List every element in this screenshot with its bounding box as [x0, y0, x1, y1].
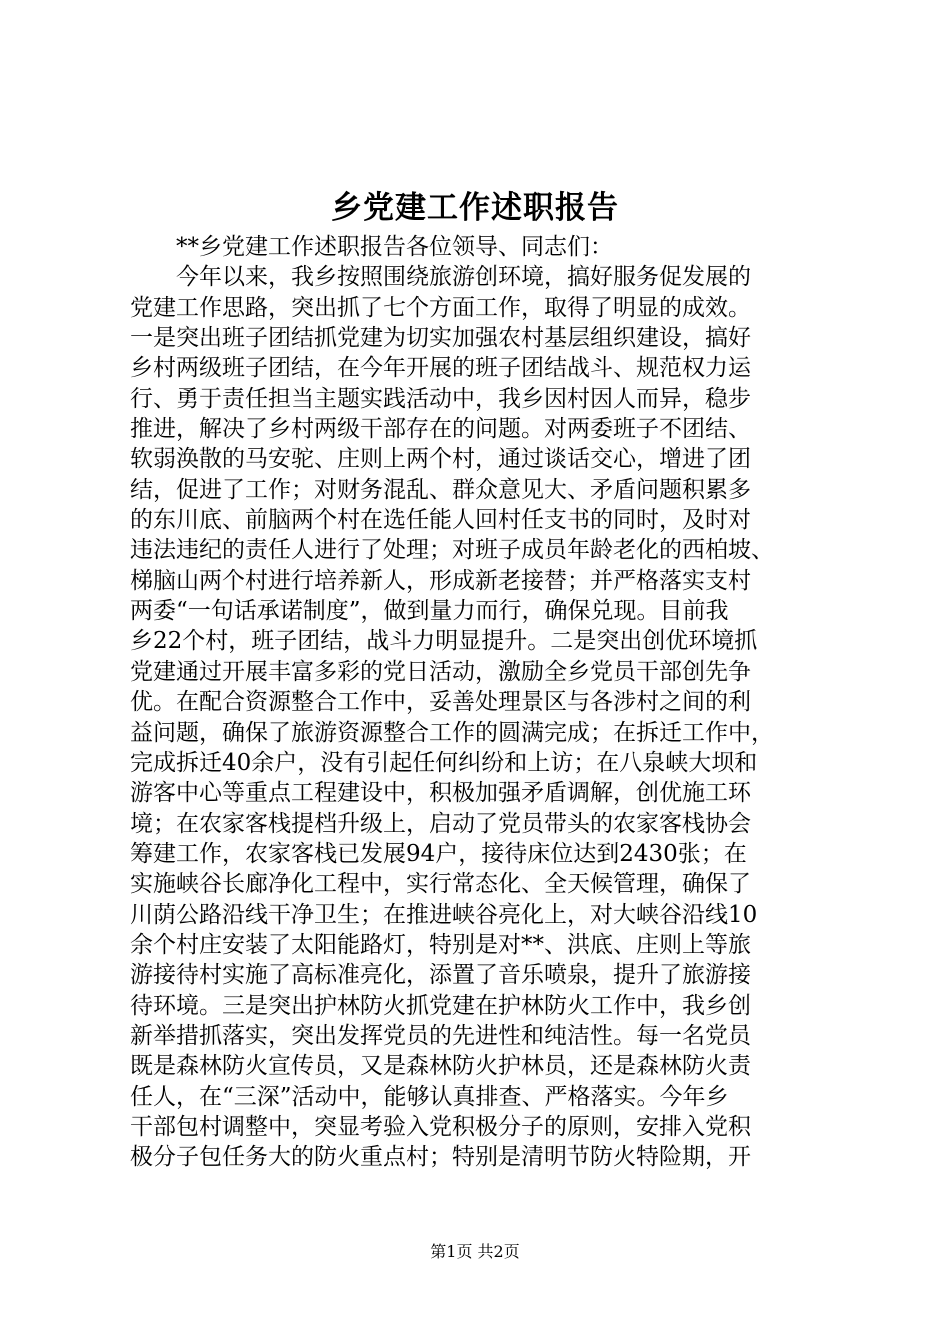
- body-line: 游接待村实施了高标准亮化，添置了音乐喷泉，提升了旅游接: [130, 962, 751, 989]
- body-line: 川荫公路沿线干净卫生；在推进峡谷亮化上，对大峡谷沿线10: [130, 901, 758, 928]
- body-line: 乡22个村，班子团结，战斗力明显提升。二是突出创优环境抓: [130, 628, 758, 655]
- body-line: 两委“一句话承诺制度”，做到量力而行，确保兑现。目前我: [130, 598, 729, 625]
- body-line: 筹建工作，农家客栈已发展94户，接待床位达到2430张；在: [130, 840, 747, 867]
- body-line: 新举措抓落实，突出发挥党员的先进性和纯洁性。每一名党员: [130, 1022, 751, 1049]
- body-line: 既是森林防火宣传员，又是森林防火护林员，还是森林防火责: [130, 1053, 751, 1080]
- body-line: 待环境。三是突出护林防火抓党建在护林防火工作中，我乡创: [130, 992, 751, 1019]
- body-line: 结，促进了工作；对财务混乱、群众意见大、矛盾问题积累多: [130, 476, 751, 503]
- body-line: 完成拆迁40余户，没有引起任何纠纷和上访；在八泉峡大坝和: [130, 749, 758, 776]
- body-line: 党建工作思路，突出抓了七个方面工作，取得了明显的成效。: [130, 294, 751, 321]
- body-line: 的东川底、前脑两个村在选任能人回村任支书的同时，及时对: [130, 507, 751, 534]
- body-line: 党建通过开展丰富多彩的党日活动，激励全乡党员干部创先争: [130, 658, 751, 685]
- body-line: 益问题，确保了旅游资源整合工作的圆满完成；在拆迁工作中，: [130, 719, 774, 746]
- body-line: 乡村两级班子团结，在今年开展的班子团结战斗、规范权力运: [130, 355, 751, 382]
- body-line: 游客中心等重点工程建设中，积极加强矛盾调解，创优施工环: [130, 780, 751, 807]
- body-line: **乡党建工作述职报告各位领导、同志们：: [130, 234, 613, 260]
- body-line: 任人，在“三深”活动中，能够认真排查、严格落实。今年乡: [130, 1083, 729, 1110]
- body-line: 一是突出班子团结抓党建为切实加强农村基层组织建设，搞好: [130, 325, 751, 352]
- body-line: 余个村庄安装了太阳能路灯，特别是对**、洪底、庄则上等旅: [130, 931, 751, 958]
- body-line: 实施峡谷长廊净化工程中，实行常态化、全天候管理，确保了: [130, 871, 751, 898]
- body-line: 优。在配合资源整合工作中，妥善处理景区与各涉村之间的利: [130, 689, 751, 716]
- page-footer: 第1页 共2页: [430, 1242, 520, 1261]
- body-line: 软弱涣散的马安驼、庄则上两个村，通过谈话交心，增进了团: [130, 446, 751, 473]
- body-line: 行、勇于责任担当主题实践活动中，我乡因村因人而异，稳步: [130, 385, 751, 412]
- body-line: 推进，解决了乡村两级干部存在的问题。对两委班子不团结、: [130, 416, 751, 443]
- body-line: 干部包村调整中，突显考验入党积极分子的原则，安排入党积: [130, 1113, 751, 1140]
- body-line: 今年以来，我乡按照围绕旅游创环境，搞好服务促发展的: [130, 264, 751, 291]
- body-line: 违法违纪的责任人进行了处理；对班子成员年龄老化的西柏坡、: [130, 537, 774, 564]
- document-title: 乡党建工作述职报告: [331, 190, 619, 226]
- body-line: 极分子包任务大的防火重点村；特别是清明节防火特险期，开: [130, 1144, 751, 1171]
- body-line: 境；在农家客栈提档升级上，启动了党员带头的农家客栈协会: [130, 810, 751, 837]
- document-body: [130, 232, 832, 1173]
- body-line: 梯脑山两个村进行培养新人，形成新老接替；并严格落实支村: [130, 567, 751, 594]
